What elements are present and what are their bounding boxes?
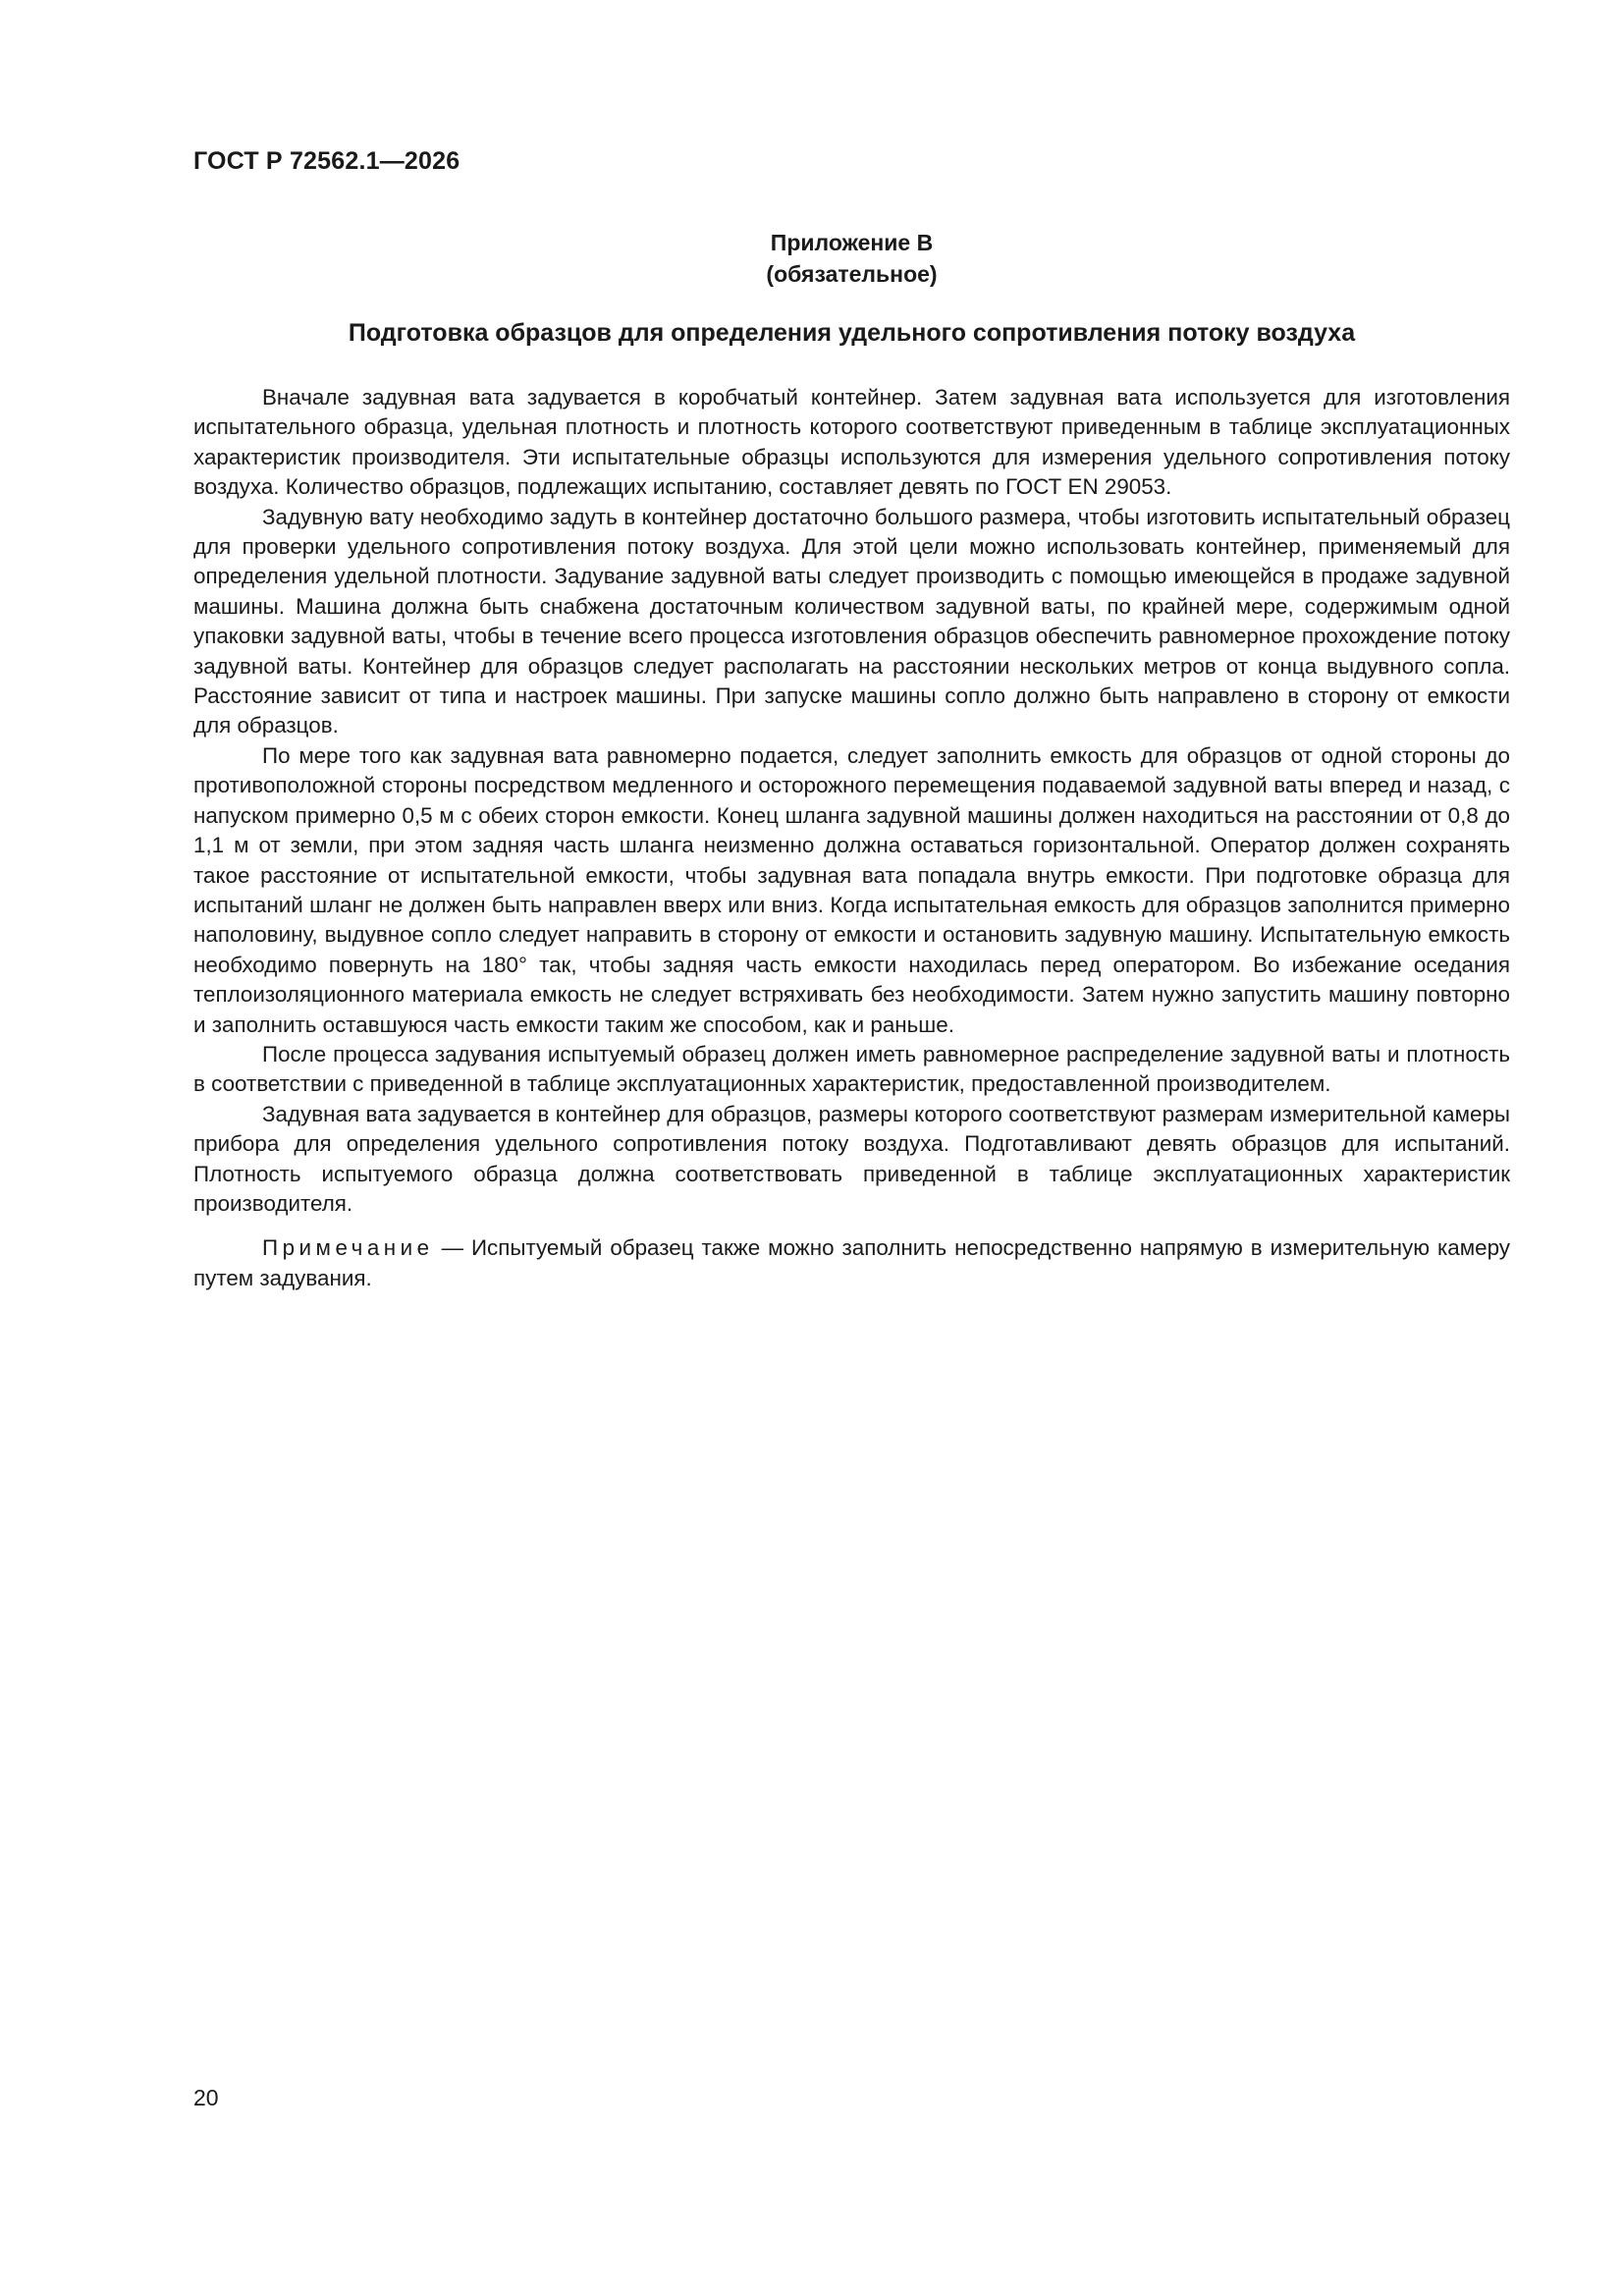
paragraph: По мере того как задувная вата равномерно подается, следует заполнить емкость для образцов от одной стороны до противоположной стороны посредством медленного и осторожного перемещения подаваемой задувной ваты вперед и назад, с напуском примерно 0,5 м с обеих сторон емкости. Конец шланга задувной машины должен находиться на расстоянии от 0,8 до 1,1 м от земли, при этом задняя часть шланга неизменно должна оставаться горизонтальной. Оператор должен сохранять такое расстояние от испытательной емкости, чтобы задувная вата попадала внутрь емкости. При подготовке образца для испытаний шланг не должен быть направлен вверх или вниз. Когда испытательная емкость для образцов заполнится примерно наполовину, выдувное сопло следует направить в сторону от емкости и остановить задувную машину. Испытательную емкость необходимо повернуть на 180° так, чтобы задняя часть емкости находилась перед оператором. Во избежание оседания теплоизоляционного материала емкость не следует встряхивать без необходимости. Затем нужно запустить машину повторно и заполнить оставшуюся часть емкости таким же способом, как и раньше. (193, 742, 1510, 1037)
annex-title: Подготовка образцов для определения удельного сопротивления потоку воздуха (348, 319, 1356, 347)
note-dash: — (433, 1235, 471, 1261)
standard-designation: ГОСТ Р 72562.1—2026 (193, 147, 460, 175)
note-label: Примечание (262, 1235, 434, 1261)
annex-status: (обязательное) (766, 261, 938, 287)
note-text: Испытуемый образец также можно заполнить непосредственно напрямую в измерительную камеру путем задувания. (193, 1235, 1510, 1290)
page-number: 20 (193, 2085, 219, 2110)
annex-heading (193, 227, 1510, 290)
paragraph: После процесса задувания испытуемый образец должен иметь равномерное распределение задувной ваты и плотность в соответствии с приведенной в таблице эксплуатационных характеристик, предоставленной производителем. (193, 1041, 1510, 1097)
note (193, 1233, 1510, 1293)
body-text (193, 383, 1510, 1293)
paragraph: Вначале задувная вата задувается в коробчатый контейнер. Затем задувная вата используется для изготовления испытательного образца, удельная плотность и плотность которого соответствуют приведенным в таблице эксплуатационных характеристик производителя. Эти испытательные образцы используются для измерения удельного сопротивления потоку воздуха. Количество образцов, подлежащих испытанию, составляет девять по ГОСТ EN 29053. (193, 385, 1510, 500)
paragraph: Задувную вату необходимо задуть в контейнер достаточно большого размера, чтобы изготовить испытательный образец для проверки удельного сопротивления потоку воздуха. Для этой цели можно использовать контейнер, применяемый для определения удельной плотности. Задувание задувной ваты следует производить с помощью имеющейся в продаже задувной машины. Машина должна быть снабжена достаточным количеством задувной ваты, по крайней мере, содержимым одной упаковки задувной ваты, чтобы в течение всего процесса изготовления образцов обеспечить равномерное прохождение потоку задувной ваты. Контейнер для образцов следует располагать на расстоянии нескольких метров от конца выдувного сопла. Расстояние зависит от типа и настроек машины. При запуске машины сопло должно быть направлено в сторону от емкости для образцов. (193, 504, 1510, 738)
paragraph: Задувная вата задувается в контейнер для образцов, размеры которого соответствуют размерам измерительной камеры прибора для определения удельного сопротивления потоку воздуха. Подготавливают девять образцов для испытаний. Плотность испытуемого образца должна соответствовать приведенной в таблице эксплуатационных характеристик производителя. (193, 1101, 1510, 1216)
annex-label: Приложение В (770, 230, 934, 255)
